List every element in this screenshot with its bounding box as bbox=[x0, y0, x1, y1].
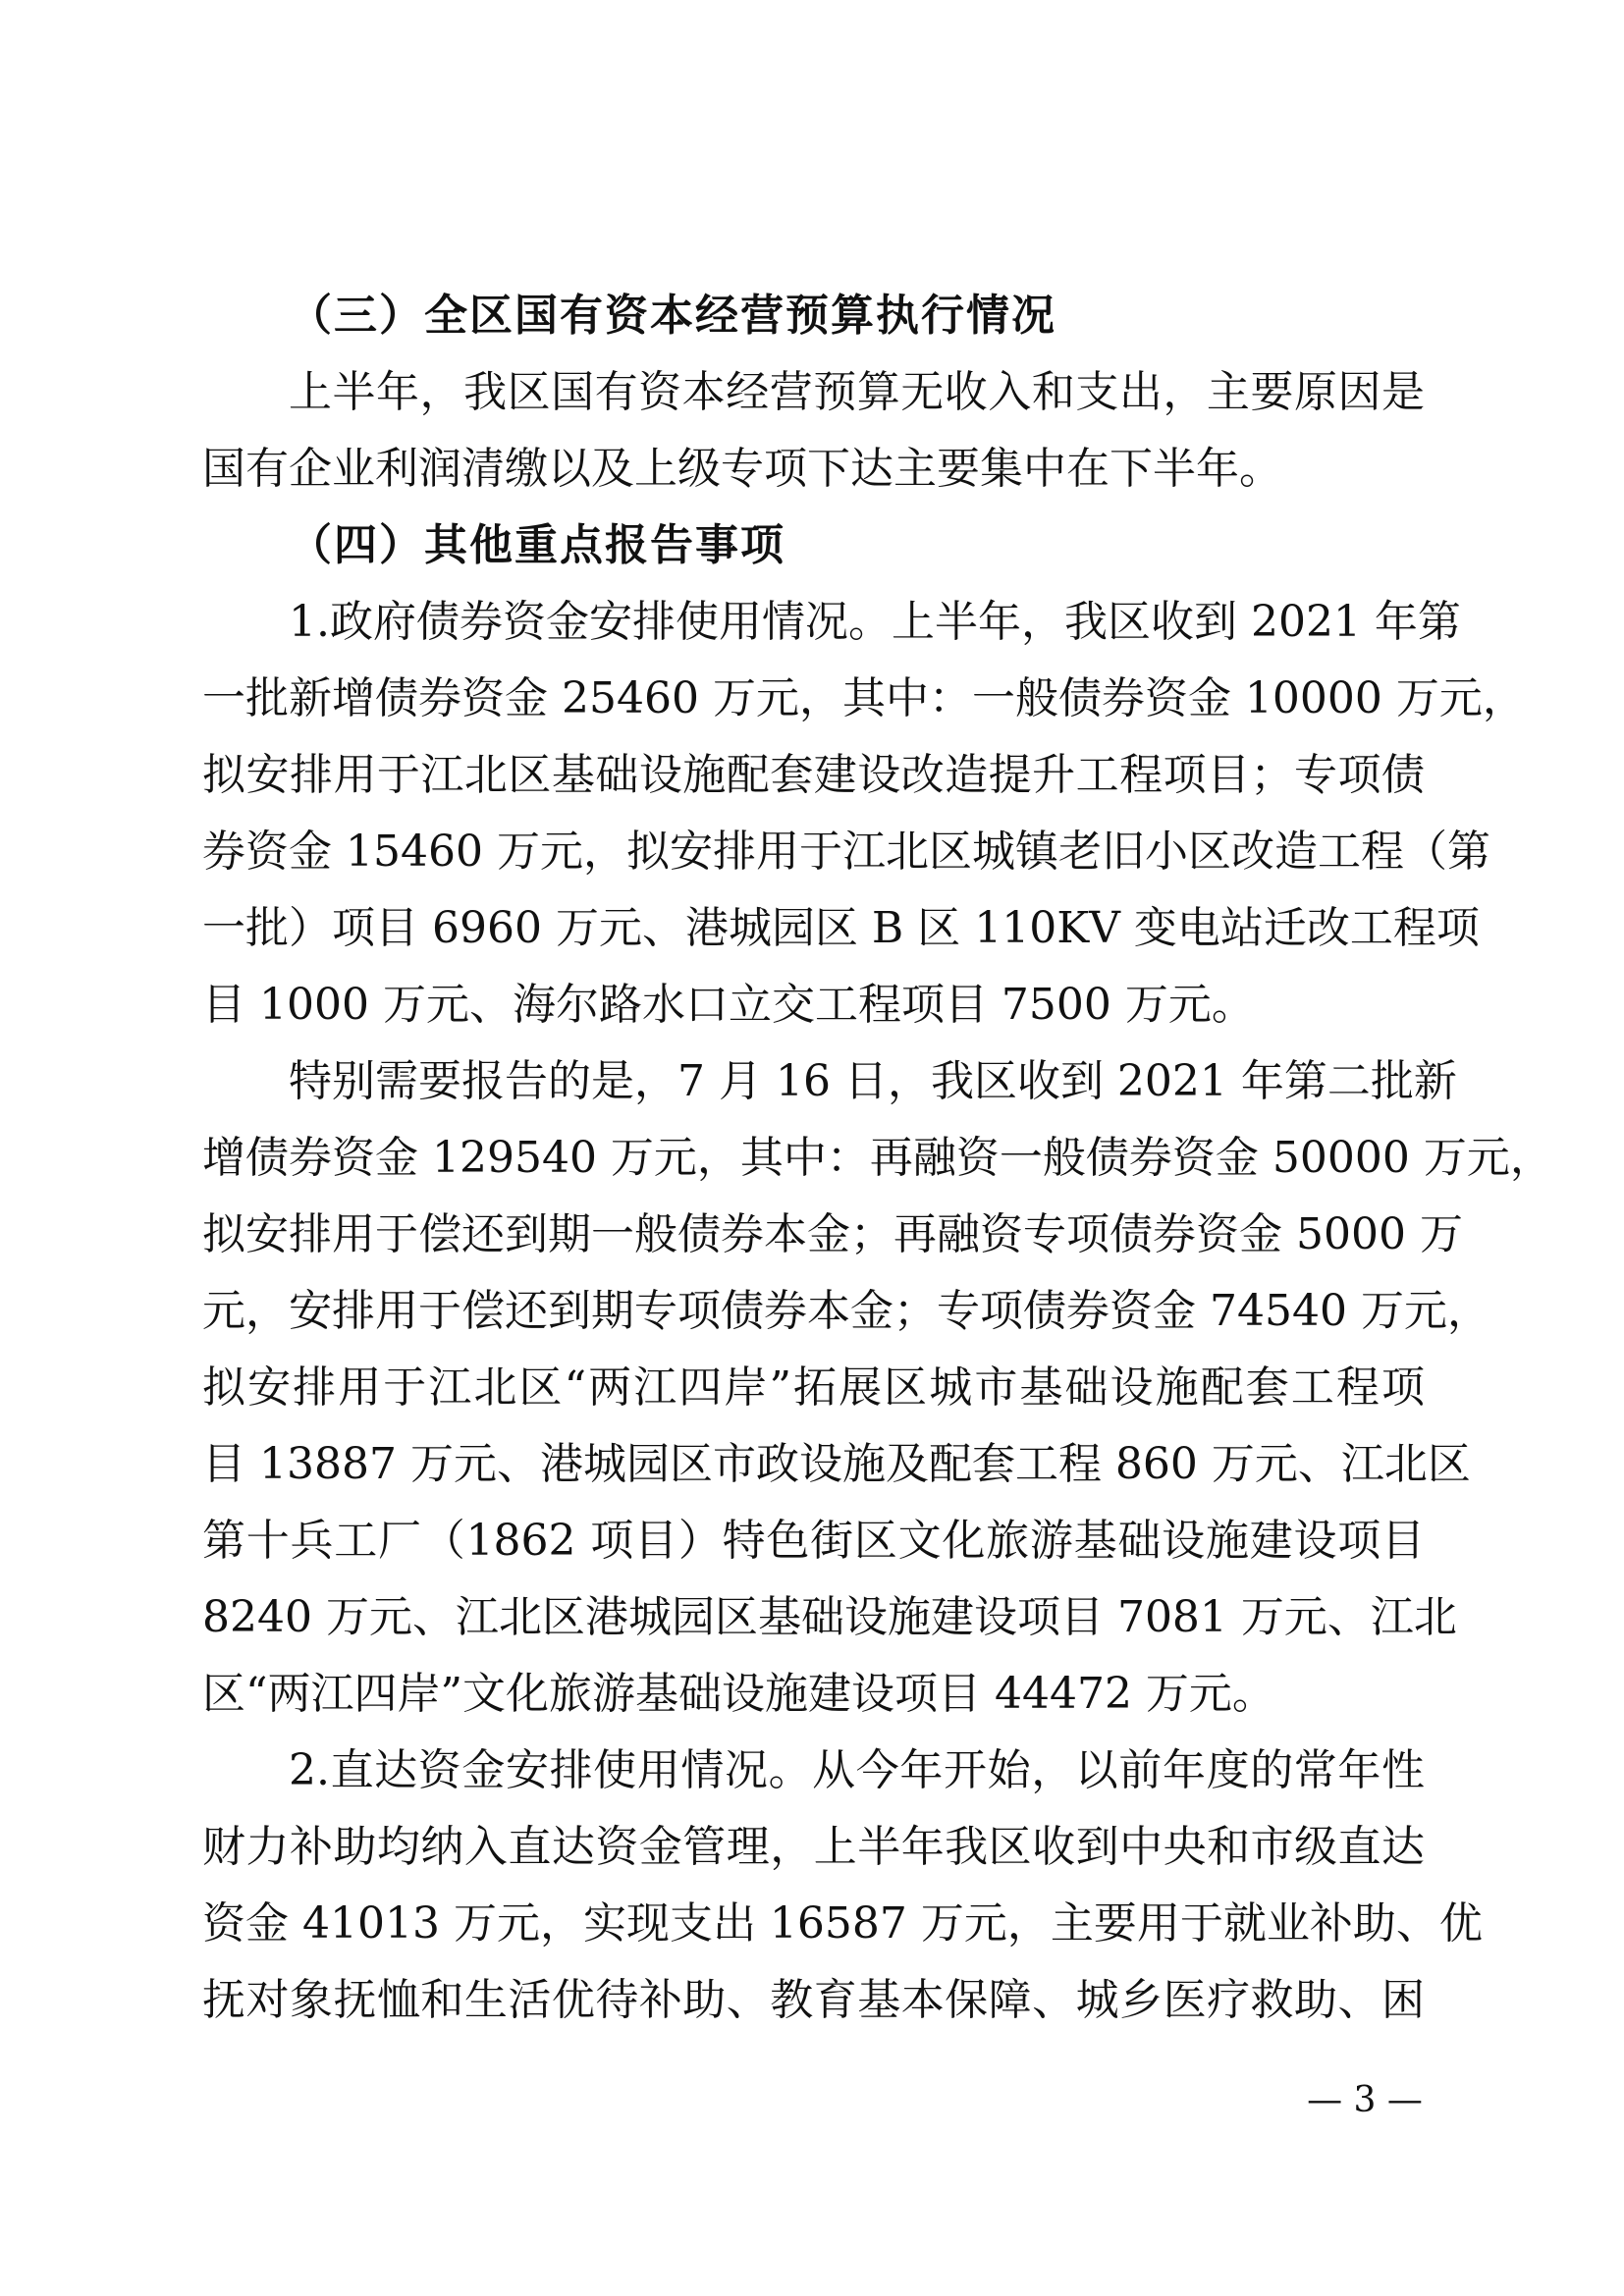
section-heading-3: （三）全区国有资本经营预算执行情况 bbox=[289, 291, 1056, 341]
paragraph-line: 1.政府债券资金安排使用情况。上半年，我区收到 2021 年第 bbox=[289, 597, 1461, 647]
section-heading-4: （四）其他重点报告事项 bbox=[289, 520, 785, 570]
paragraph-line: 目 1000 万元、海尔路水口立交工程项目 7500 万元。 bbox=[202, 980, 1255, 1030]
paragraph-line: 拟安排用于偿还到期一般债券本金；再融资专项债券资金 5000 万 bbox=[202, 1209, 1463, 1259]
paragraph-line: 区“两江四岸”文化旅游基础设施建设项目 44472 万元。 bbox=[202, 1669, 1275, 1719]
paragraph-line: 一批新增债券资金 25460 万元，其中：一般债券资金 10000 万元， bbox=[202, 673, 1526, 723]
paragraph-line: 资金 41013 万元，实现支出 16587 万元，主要用于就业补助、优 bbox=[202, 1898, 1483, 1949]
paragraph-line: 第十兵工厂（1862 项目）特色街区文化旅游基础设施建设项目 bbox=[202, 1516, 1425, 1566]
paragraph-line: 抚对象抚恤和生活优待补助、教育基本保障、城乡医疗救助、困 bbox=[202, 1975, 1425, 2025]
page-number: — 3 — bbox=[1307, 2080, 1423, 2120]
paragraph-line: 券资金 15460 万元，拟安排用于江北区城镇老旧小区改造工程（第 bbox=[202, 827, 1490, 877]
paragraph-line: 特别需要报告的是，7 月 16 日，我区收到 2021 年第二批新 bbox=[289, 1056, 1457, 1106]
paragraph-line: 8240 万元、江北区港城园区基础设施建设项目 7081 万元、江北 bbox=[202, 1592, 1457, 1642]
paragraph-line: 财力补助均纳入直达资金管理，上半年我区收到中央和市级直达 bbox=[202, 1822, 1425, 1872]
paragraph-line: 元，安排用于偿还到期专项债券本金；专项债券资金 74540 万元， bbox=[202, 1286, 1490, 1336]
paragraph-line: 2.直达资金安排使用情况。从今年开始，以前年度的常年性 bbox=[289, 1745, 1425, 1795]
paragraph-line: 上半年，我区国有资本经营预算无收入和支出，主要原因是 bbox=[289, 367, 1425, 417]
paragraph-line: 拟安排用于江北区“两江四岸”拓展区城市基础设施配套工程项 bbox=[202, 1362, 1425, 1413]
paragraph-line: 国有企业利润清缴以及上级专项下达主要集中在下半年。 bbox=[202, 444, 1282, 494]
paragraph-line: 目 13887 万元、港城园区市政设施及配套工程 860 万元、江北区 bbox=[202, 1439, 1471, 1489]
paragraph-line: 一批）项目 6960 万元、港城园区 B 区 110KV 变电站迁改工程项 bbox=[202, 903, 1480, 953]
paragraph-line: 拟安排用于江北区基础设施配套建设改造提升工程项目；专项债 bbox=[202, 750, 1425, 800]
paragraph-line: 增债券资金 129540 万元，其中：再融资一般债券资金 50000 万元， bbox=[202, 1133, 1553, 1183]
